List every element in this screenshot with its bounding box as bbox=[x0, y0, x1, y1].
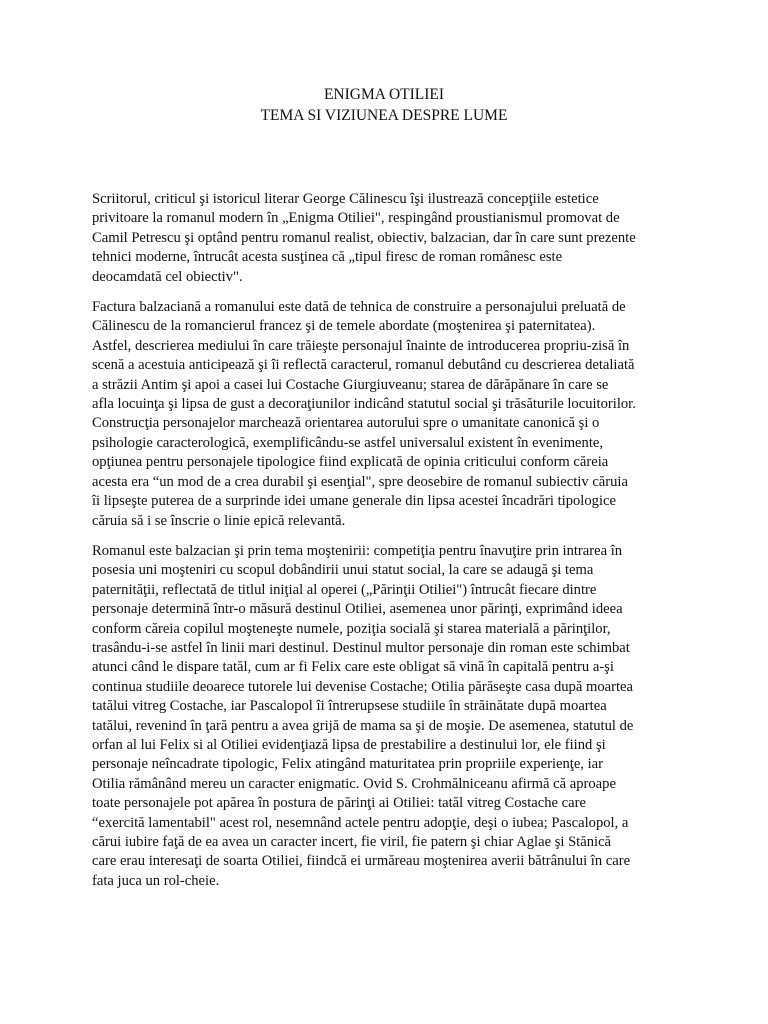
document-subtitle: TEMA SI VIZIUNEA DESPRE LUME bbox=[260, 107, 508, 124]
document-title: ENIGMA OTILIEI bbox=[323, 86, 445, 103]
text-line: deocamdată cel obiectiv". bbox=[92, 268, 243, 285]
text-line: personaje neîncadrate tipologic, Felix atingând maturitatea prin propriile experienţe, iar bbox=[92, 756, 603, 773]
text-line: îi lipseşte puterea de a surprinde idei umane generale din lipsa acestei încadrări tipologice bbox=[92, 493, 616, 510]
text-line: “exercită lamentabil" acest rol, nesemnând actele pentru adopţie, deşi o iubea; Pascalopol, a bbox=[92, 814, 629, 831]
text-line: scenă a acestuia anticipează şi îi reflectă caracterul, romanul debutând cu descrierea detaliată bbox=[92, 357, 635, 374]
text-line: Factura balzaciană a romanului este dată de tehnica de construire a personajului preluată de bbox=[92, 299, 626, 316]
text-line: Călinescu de la romancierul francez şi de temele abordate (moştenirea şi paternitatea). bbox=[92, 318, 596, 335]
text-line: personaje determină într-o măsură destinul Otiliei, asemenea unor părinţi, exprimând ideea bbox=[92, 601, 623, 618]
text-line: orfan al lui Felix si al Otiliei evidenţiază lipsa de prestabilire a destinului lor, ele fiind şi bbox=[92, 736, 606, 753]
text-line: căruia să i se înscrie o linie epică relevantă. bbox=[92, 512, 346, 529]
text-line: continua studiile deoarece tutorele lui devenise Costache; Otilia părăseşte casa după moartea bbox=[92, 678, 633, 695]
paragraph-2 bbox=[92, 298, 676, 531]
text-line: posesia uni moşteniri cu scopul dobândirii unui statut social, la care se adaugă şi tema bbox=[92, 562, 594, 579]
text-line: conform căreia copilul moşteneşte numele, poziţia socială şi starea materială a părinţilor, bbox=[92, 620, 611, 637]
text-line: Otilia rămânând mereu un caracter enigmatic. Ovid S. Crohmălniceanu afirmă că aproape bbox=[92, 775, 616, 792]
text-line: privitoare la romanul modern în „Enigma Otiliei", respingând proustianismul promovat de bbox=[92, 210, 620, 227]
text-line: a străzii Antim şi apoi a casei lui Costache Giurgiuveanu; starea de dărăpănare în care se bbox=[92, 376, 609, 393]
text-line: paternităţii, reflectată de titlul iniţial al operei („Părinţii Otiliei") întrucât fiecare dintre bbox=[92, 581, 597, 598]
text-line: Romanul este balzacian şi prin tema moştenirii: competiţia pentru înavuţire prin intrarea în bbox=[92, 542, 623, 559]
paragraph-3 bbox=[92, 542, 676, 891]
text-line: cărui iubire faţă de ea avea un caracter incert, fie viril, fie patern şi chiar Aglae şi Stănică bbox=[92, 834, 612, 850]
text-line: atunci când le dispare tatăl, cum ar fi Felix care este obligat să vină în capitală pentru a-şi bbox=[92, 659, 614, 676]
text-line: tatălui, revenind în ţară pentru a avea grijă de mama sa şi de moşie. De asemenea, statutul de bbox=[92, 717, 634, 734]
text-line: tatălui vitreg Costache, iar Pascalopol îi întrerupsese studiile în străinătate după moartea bbox=[92, 698, 607, 715]
text-line: care erau interesaţi de soarta Otiliei, fiindcă ei urmăreau moştenirea averii bătrânului în care bbox=[92, 853, 631, 870]
text-line: fata juca un rol-cheie. bbox=[92, 872, 220, 889]
body-text bbox=[92, 190, 676, 891]
text-line: Astfel, descrierea mediului în care trăieşte personajul înainte de introducerea propriu-zisă în bbox=[92, 337, 630, 354]
text-line: tehnici moderne, întrucât acesta susţinea că „tipul firesc de roman românesc este bbox=[92, 249, 563, 266]
text-line: Scriitorul, criticul şi istoricul literar George Călinescu îşi ilustrează concepţiile estetice bbox=[92, 191, 599, 207]
text-line: afla locuinţa şi lipsa de gust a decoraţiunilor indicând statutul social şi trăsăturile locuitorilor. bbox=[92, 396, 636, 413]
title-block bbox=[92, 84, 676, 126]
text-line: psihologie caracterologică, exemplificându-se astfel universalul existent în evenimente, bbox=[92, 434, 603, 451]
text-line: Construcţia personajelor marchează orientarea autorului spre o umanitate canonică şi o bbox=[92, 415, 600, 432]
text-line: acesta era “un mod de a crea durabil şi esenţial", spre deosebire de romanul subiectiv căruia bbox=[92, 473, 628, 490]
document-page bbox=[92, 84, 676, 902]
paragraph-1 bbox=[92, 190, 676, 287]
text-line: opţiunea pentru personajele tipologice fiind explicată de opinia criticului conform căreia bbox=[92, 454, 609, 471]
text-line: trasându-i-se astfel în linii mari destinul. Destinul multor personaje din roman este schimbat bbox=[92, 639, 630, 656]
text-line: toate personajele pot apărea în postura de părinţi ai Otiliei: tatăl vitreg Costache care bbox=[92, 795, 586, 812]
text-line: Camil Petrescu şi optând pentru romanul realist, obiectiv, balzacian, dar în care sunt prezente bbox=[92, 229, 636, 246]
